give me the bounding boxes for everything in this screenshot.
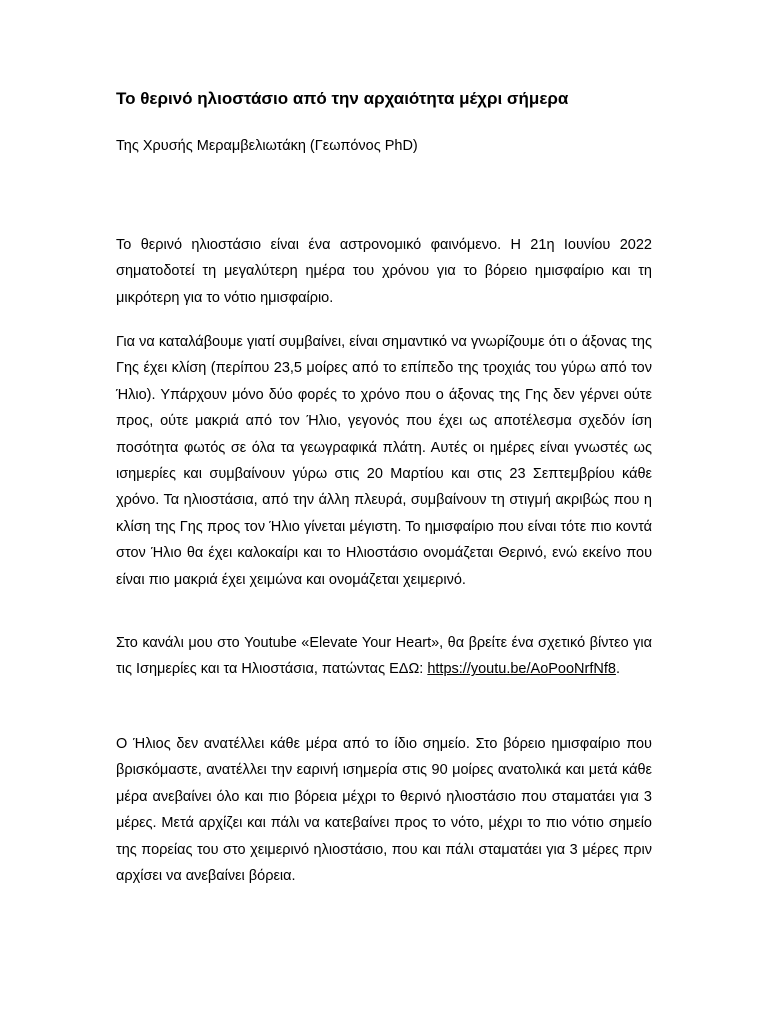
paragraph-youtube <box>116 630 652 683</box>
youtube-text-end: . <box>615 661 620 678</box>
youtube-text: Στο κανάλι μου στο Youtube «Elevate Your Heart», θα βρείτε ένα σχετικό βίντεο για τις Ισημερίες και τα Ηλιοστάσια, πατώντας ΕΔΩ: <box>116 635 652 678</box>
paragraph-axis-tilt: Για να καταλάβουμε γιατί συμβαίνει, είναι σημαντικό να γνωρίζουμε ότι ο άξονας της Γης έχει κλίση (περίπου 23,5 μοίρες από το επίπεδο της τροχιάς του γύρω από τον Ήλιο). Υπάρχουν μόνο δύο φορές το χρόνο που ο άξονας της Γης δεν γέρνει ούτε προς, ούτε μακριά από τον Ήλιο, γεγονός που έχει ως αποτέλεσμα σχεδόν ίση ποσότητα φωτός σε όλα τα γεωγραφικά πλάτη. Αυτές οι ημέρες είναι γνωστές ως ισημερίες και συμβαίνουν γύρω στις 20 Μαρτίου και στις 23 Σεπτεμβρίου κάθε χρόνο. Τα ηλιοστάσια, από την άλλη πλευρά, συμβαίνουν τη στιγμή ακριβώς που η κλίση της Γης προς τον Ήλιο γίνεται μέγιστη. Το ημισφαίριο που είναι τότε πιο κοντά στον Ήλιο θα έχει καλοκαίρι και το Ηλιοστάσιο ονομάζεται Θερινό, ενώ εκείνο που είναι πιο μακριά έχει χειμώνα και ονομάζεται χειμερινό. <box>116 334 652 588</box>
paragraph-intro: Το θερινό ηλιοστάσιο είναι ένα αστρονομικό φαινόμενο. Η 21η Ιουνίου 2022 σηματοδοτεί τη μεγαλύτερη ημέρα του χρόνου για το βόρειο ημισφαίριο και τη μικρότερη για το νότιο ημισφαίριο. <box>116 237 652 306</box>
author-line: Της Χρυσής Μεραμβελιωτάκη (Γεωπόνος PhD) <box>116 138 418 154</box>
document-title: Το θερινό ηλιοστάσιο από την αρχαιότητα μέχρι σήμερα <box>116 89 569 108</box>
youtube-link[interactable]: https://youtu.be/AoPooNrfNf8 <box>427 661 616 678</box>
paragraph-sunrise: Ο Ήλιος δεν ανατέλλει κάθε μέρα από το ίδιο σημείο. Στο βόρειο ημισφαίριο που βρισκόμαστε, ανατέλλει την εαρινή ισημερία στις 90 μοίρες ανατολικά και μετά κάθε μέρα ανεβαίνει όλο και πιο βόρεια μέχρι το θερινό ηλιοστάσιο που σταματάει για 3 μέρες. Μετά αρχίζει και πάλι να κατεβαίνει προς το νότο, μέχρι το πιο νότιο σημείο της πορείας του στο χειμερινό ηλιοστάσιο, που και πάλι σταματάει για 3 μέρες πριν αρχίσει να ανεβαίνει βόρεια. <box>116 736 652 885</box>
